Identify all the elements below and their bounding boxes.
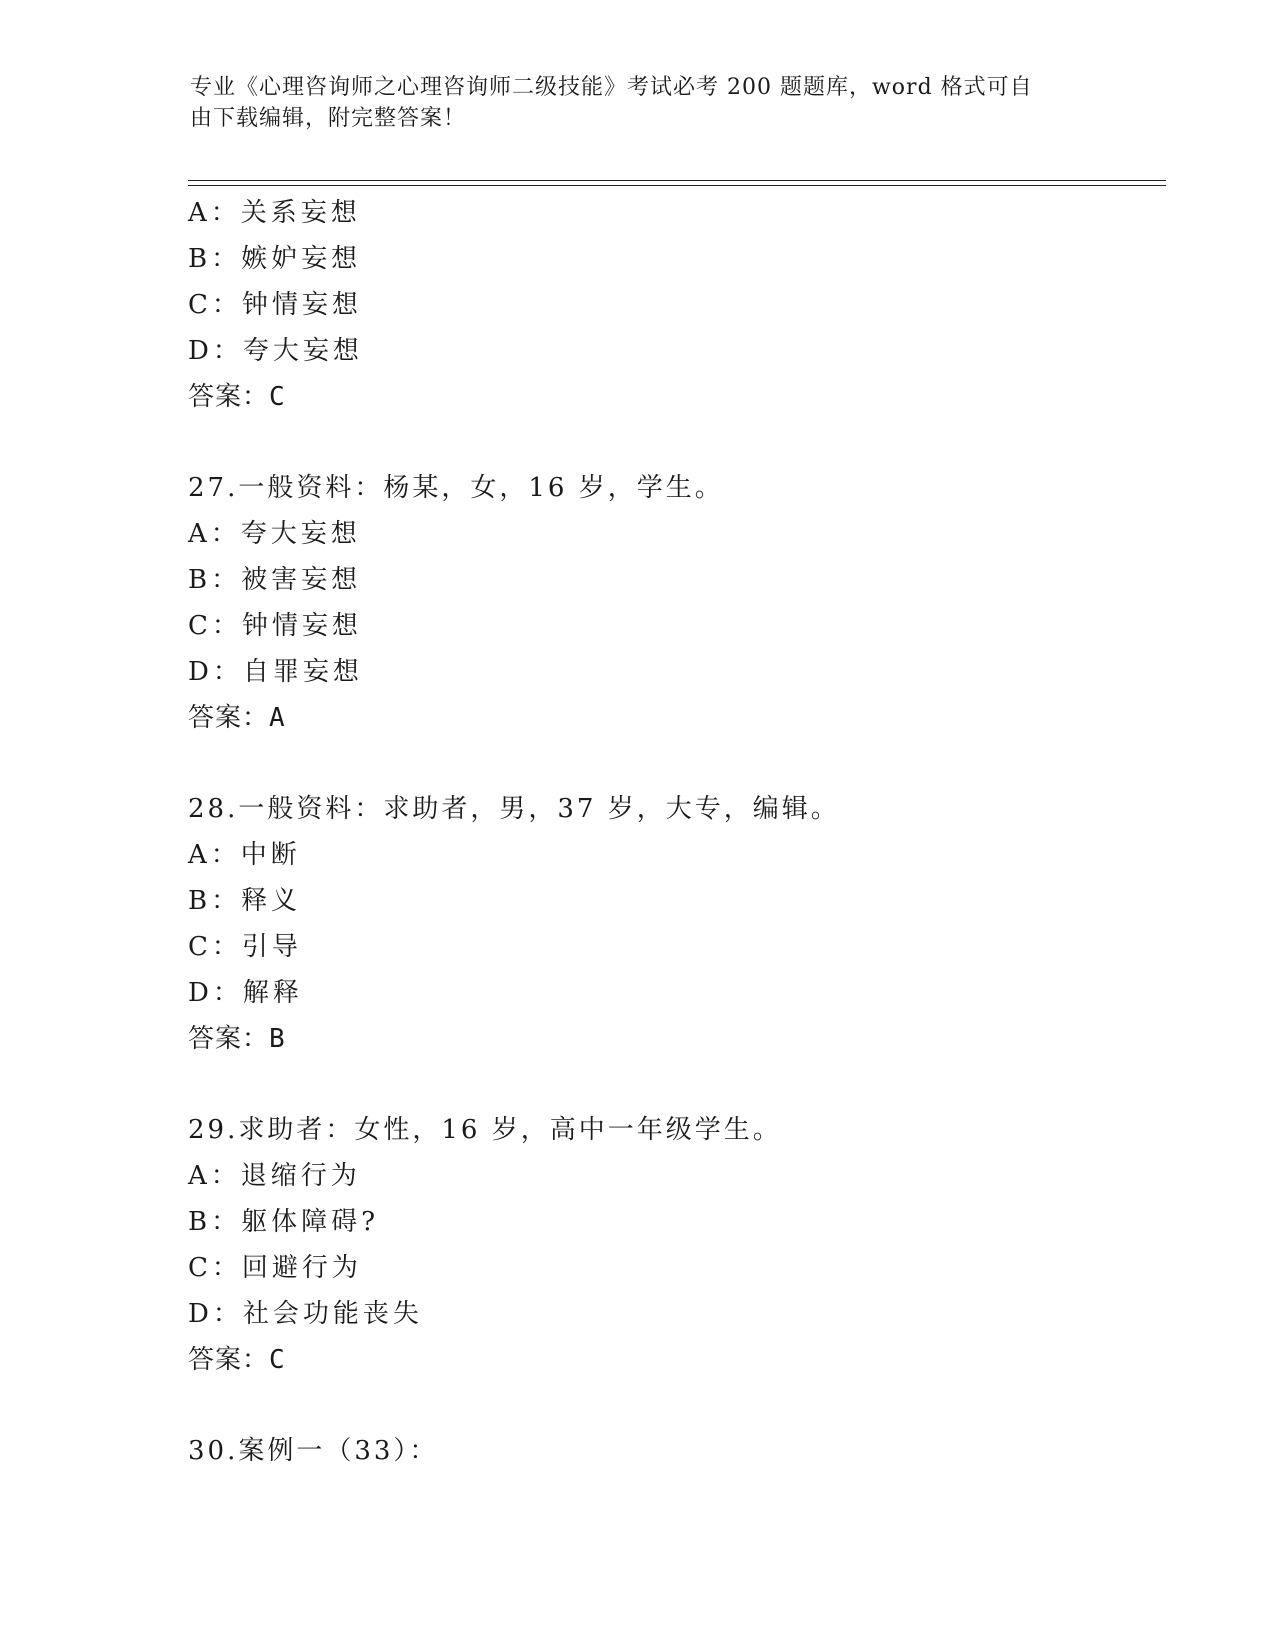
question-stem: 27.一般资料：杨某，女，16 岁，学生。 [188,473,724,503]
option-d: D：社会功能丧失 [188,1299,423,1329]
answer-label: 答案： [188,382,270,412]
option-b: B：嫉妒妄想 [188,244,362,274]
answer-line [188,1337,1148,1383]
answer-line [188,374,1148,420]
question-block-26 [188,190,1148,420]
answer-line [188,695,1148,741]
document-header [190,72,1090,134]
answer-value: B [269,1024,285,1054]
answer-value: C [269,1345,285,1375]
option-d: D：解释 [188,978,303,1008]
question-block-27 [188,465,1148,741]
option-c: C：回避行为 [188,1253,362,1283]
option-a: A：夸大妄想 [188,519,361,549]
option-d: D：自罪妄想 [188,657,363,687]
question-stem: 29.求助者：女性，16 岁，高中一年级学生。 [188,1115,782,1145]
option-a: A：退缩行为 [188,1161,361,1191]
answer-label: 答案： [188,1024,270,1054]
answer-value: A [269,703,285,733]
option-c: C：钟情妄想 [188,290,362,320]
option-a: A：中断 [188,840,301,870]
question-stem: 30.案例一（33）： [188,1436,439,1466]
header-line-1: 专业《心理咨询师之心理咨询师二级技能》考试必考 200 题题库，word 格式可自 [190,75,1033,100]
question-block-29 [188,1107,1148,1383]
answer-label: 答案： [188,703,270,733]
question-block-30 [188,1428,1148,1474]
question-stem: 28.一般资料：求助者，男，37 岁，大专，编辑。 [188,794,840,824]
option-a: A：关系妄想 [188,198,361,228]
option-c: C：引导 [188,932,302,962]
option-b: B：被害妄想 [188,565,362,595]
option-b: B：释义 [188,886,302,916]
question-list [188,190,1148,1474]
header-divider-top [188,180,1166,181]
option-b: B：躯体障碍? [188,1207,380,1237]
option-d: D：夸大妄想 [188,336,363,366]
question-block-28 [188,786,1148,1062]
answer-label: 答案： [188,1345,270,1375]
header-line-2: 由下载编辑，附完整答案！ [190,106,467,131]
option-c: C：钟情妄想 [188,611,362,641]
header-divider-bottom [188,185,1166,186]
answer-value: C [269,382,285,412]
answer-line [188,1016,1148,1062]
